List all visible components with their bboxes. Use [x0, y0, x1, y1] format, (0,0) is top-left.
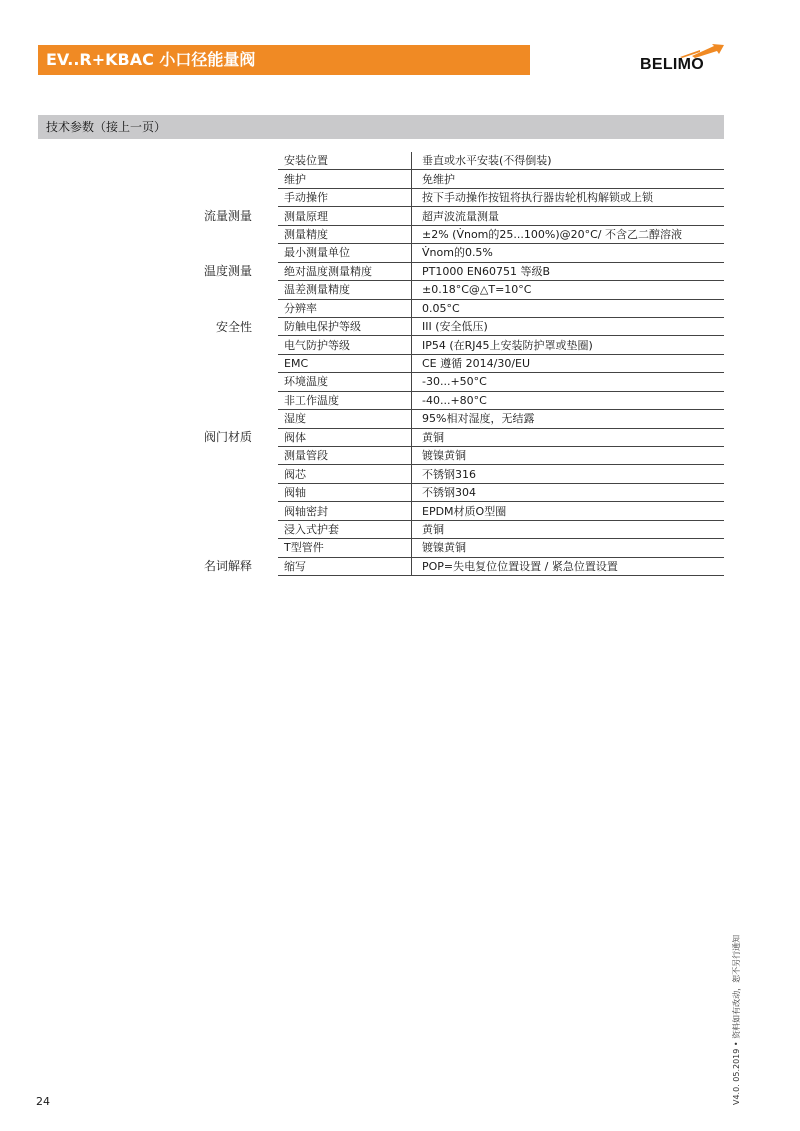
row-parameter: 阀轴 — [278, 483, 412, 501]
row-value: 超声波流量测量 — [412, 207, 725, 225]
table-row — [190, 336, 724, 354]
row-parameter: 阀体 — [278, 428, 412, 446]
row-category — [190, 152, 278, 170]
row-parameter: 最小测量单位 — [278, 244, 412, 262]
row-category — [190, 447, 278, 465]
row-parameter: T型管件 — [278, 539, 412, 557]
row-category: 阀门材质 — [203, 430, 252, 445]
row-category — [190, 465, 278, 483]
row-value: 黄铜 — [412, 428, 725, 446]
table-row — [190, 244, 724, 262]
row-category — [190, 539, 278, 557]
table-row — [190, 225, 724, 243]
row-parameter: 分辨率 — [278, 299, 412, 317]
row-category — [190, 483, 278, 501]
row-parameter: 测量精度 — [278, 225, 412, 243]
table-row — [190, 373, 724, 391]
table-row — [190, 391, 724, 409]
row-value: 0.05°C — [412, 299, 725, 317]
row-value: ±0.18°C@△T=10°C — [412, 281, 725, 299]
row-parameter: 环境温度 — [278, 373, 412, 391]
row-parameter: 测量管段 — [278, 447, 412, 465]
row-parameter: 电气防护等级 — [278, 336, 412, 354]
table-row — [190, 539, 724, 557]
row-value: 95%相对湿度，无结露 — [412, 410, 725, 428]
document-title: EV..R+KBAC 小口径能量阀 — [46, 50, 256, 69]
row-category — [190, 502, 278, 520]
row-value: -40...+80°C — [412, 391, 725, 409]
table-row — [190, 299, 724, 317]
document-title-bar — [38, 45, 530, 75]
table-row — [190, 188, 724, 206]
row-parameter: 安装位置 — [278, 152, 412, 170]
row-value: EPDM材质O型圈 — [412, 502, 725, 520]
row-parameter: 缩写 — [278, 557, 412, 575]
row-value: -30...+50°C — [412, 373, 725, 391]
row-category: 温度测量 — [203, 264, 252, 279]
table-row — [190, 465, 724, 483]
version-note: V4.0. 05.2019 • 资料如有改动，恕不另行通知 — [732, 934, 741, 1105]
table-row — [190, 152, 724, 170]
table-row — [190, 281, 724, 299]
table-row — [190, 262, 724, 280]
belimo-logo — [640, 44, 726, 78]
table-row — [190, 483, 724, 501]
row-value: POP=失电复位位置设置 / 紧急位置设置 — [412, 557, 725, 575]
row-category: 流量测量 — [203, 209, 252, 224]
row-value: 不锈钢316 — [412, 465, 725, 483]
row-category — [190, 410, 278, 428]
row-value: IP54 (在RJ45上安装防护罩或垫圈) — [412, 336, 725, 354]
row-parameter: 温差测量精度 — [278, 281, 412, 299]
table-row — [190, 502, 724, 520]
row-category — [190, 281, 278, 299]
row-parameter: EMC — [278, 354, 412, 372]
row-category — [190, 244, 278, 262]
row-value: 垂直或水平安装(不得倒装) — [412, 152, 725, 170]
section-header — [38, 115, 724, 139]
row-value: 免维护 — [412, 170, 725, 188]
spec-table-body — [190, 152, 724, 576]
row-category: 名词解释 — [203, 559, 252, 574]
row-category — [190, 391, 278, 409]
row-value: CE 遵循 2014/30/EU — [412, 354, 725, 372]
table-row — [190, 317, 724, 335]
row-parameter: 绝对温度测量精度 — [278, 262, 412, 280]
row-value: III (安全低压) — [412, 317, 725, 335]
row-value: 黄铜 — [412, 520, 725, 538]
row-parameter: 手动操作 — [278, 188, 412, 206]
row-category — [190, 520, 278, 538]
row-value: 镀镍黄铜 — [412, 539, 725, 557]
row-category — [190, 373, 278, 391]
row-parameter: 非工作温度 — [278, 391, 412, 409]
row-value: ±2% (V̇nom的25...100%)@20°C/ 不含乙二醇溶液 — [412, 225, 725, 243]
table-row — [190, 557, 724, 575]
row-value: 按下手动操作按钮将执行器齿轮机构解锁或上锁 — [412, 188, 725, 206]
row-category — [190, 354, 278, 372]
table-row — [190, 428, 724, 446]
table-row — [190, 410, 724, 428]
table-row — [190, 207, 724, 225]
row-category — [190, 299, 278, 317]
row-parameter: 维护 — [278, 170, 412, 188]
logo-text: BELIMO — [640, 56, 705, 73]
row-value: 镀镍黄铜 — [412, 447, 725, 465]
row-category — [190, 170, 278, 188]
row-category — [190, 188, 278, 206]
row-parameter: 阀芯 — [278, 465, 412, 483]
table-row — [190, 354, 724, 372]
row-category — [190, 336, 278, 354]
row-value: 不锈钢304 — [412, 483, 725, 501]
row-parameter: 测量原理 — [278, 207, 412, 225]
table-row — [190, 520, 724, 538]
section-title: 技术参数（接上一页） — [46, 120, 167, 134]
row-category: 安全性 — [215, 319, 252, 334]
row-parameter: 湿度 — [278, 410, 412, 428]
row-parameter: 防触电保护等级 — [278, 317, 412, 335]
table-row — [190, 170, 724, 188]
row-value: PT1000 EN60751 等级B — [412, 262, 725, 280]
spec-table — [190, 152, 724, 576]
row-parameter: 阀轴密封 — [278, 502, 412, 520]
page-number: 24 — [36, 1095, 50, 1108]
row-value: V̇nom的0.5% — [412, 244, 725, 262]
row-category — [190, 225, 278, 243]
row-parameter: 浸入式护套 — [278, 520, 412, 538]
table-row — [190, 447, 724, 465]
